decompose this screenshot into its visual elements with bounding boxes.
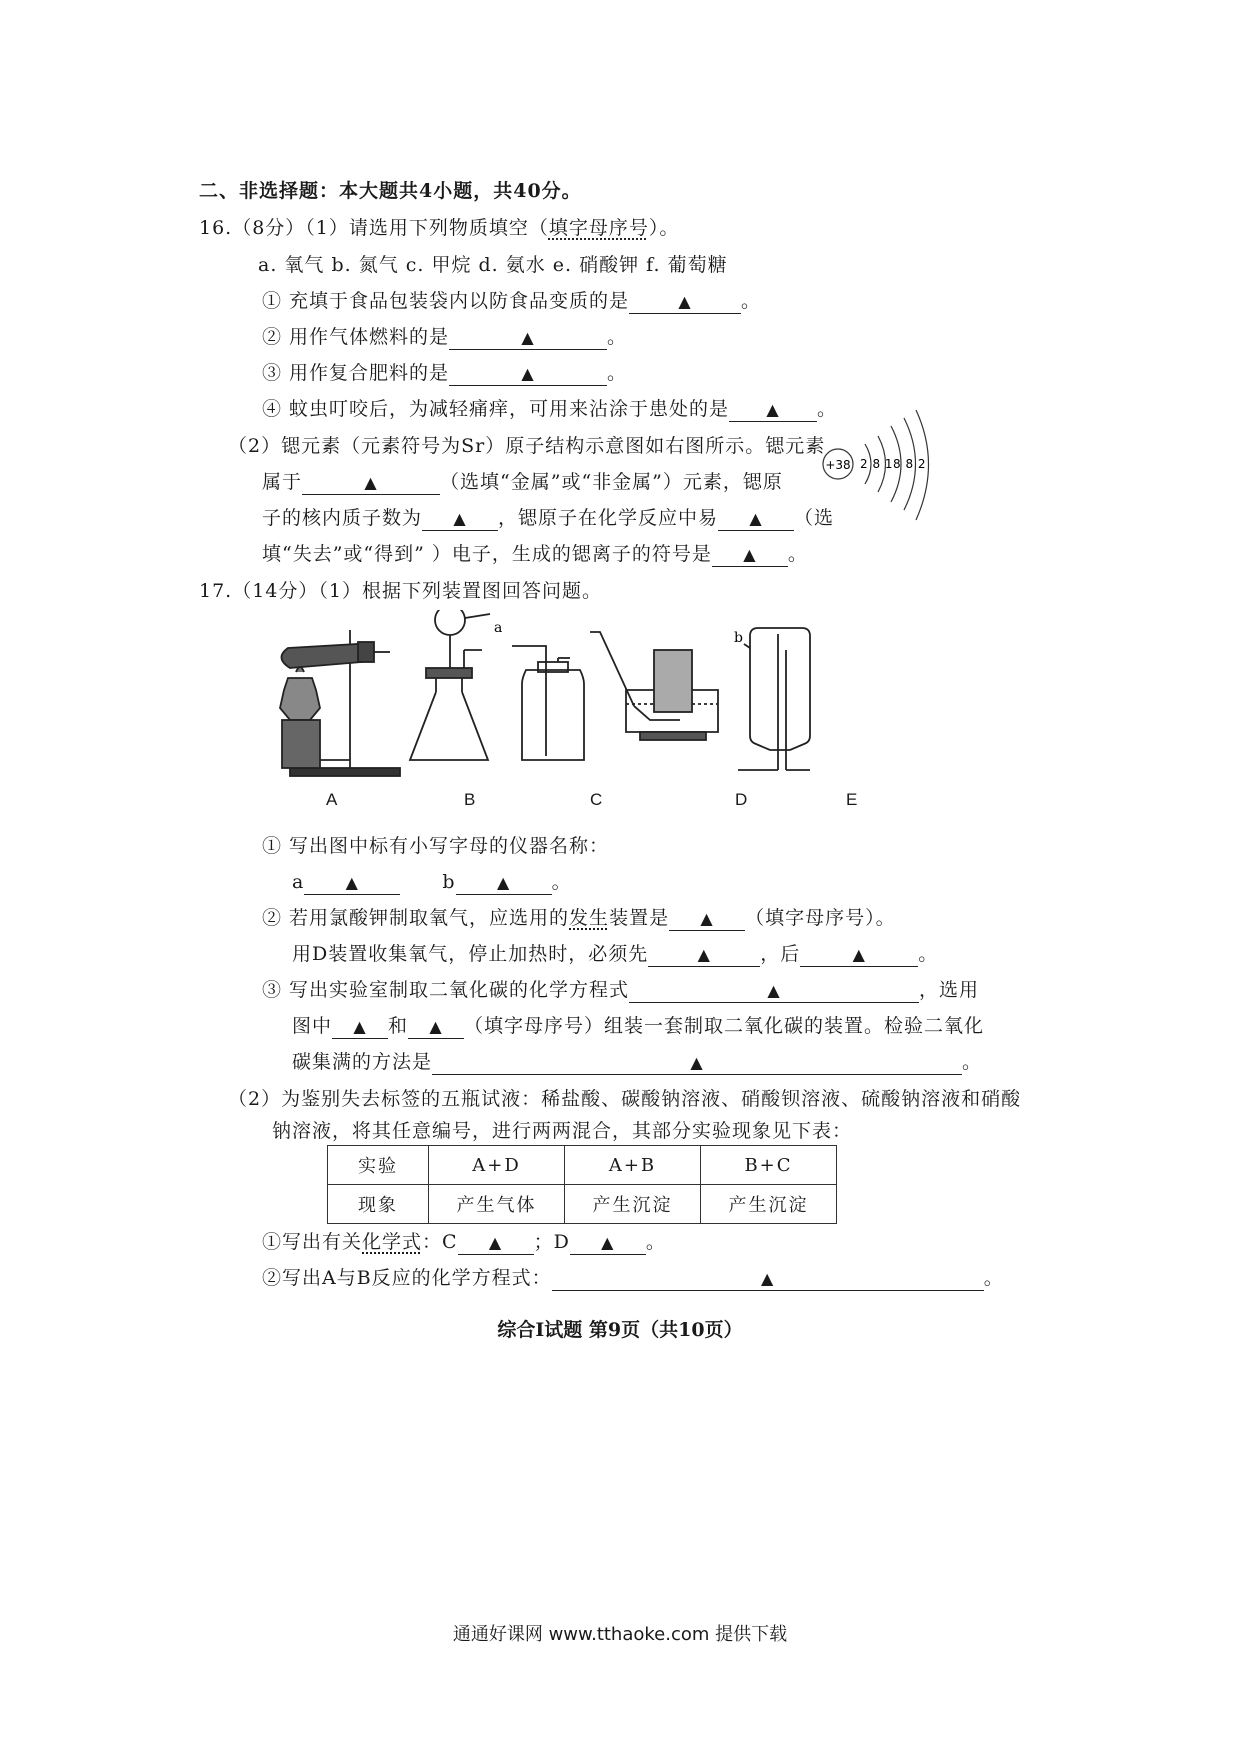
answer-blank[interactable]: ▲ bbox=[422, 508, 498, 531]
q17-part2-line2: 钠溶液，将其任意编号，进行两两混合，其部分实验现象见下表： bbox=[272, 1120, 853, 1142]
table-cell: 现象 bbox=[328, 1185, 429, 1224]
answer-blank[interactable]: ▲ bbox=[552, 1268, 984, 1291]
pointer-label-b: b bbox=[734, 630, 743, 646]
section-header: 二、非选择题：本大题共4小题，共40分。 bbox=[199, 180, 582, 202]
atom-nucleus-label: +38 bbox=[825, 458, 851, 472]
answer-blank[interactable]: ▲ bbox=[449, 363, 607, 386]
q16-item-3: ③ 用作复合肥料的是 ▲ 。 bbox=[262, 362, 628, 384]
answer-blank[interactable]: ▲ bbox=[432, 1052, 962, 1075]
table-cell: 产生沉淀 bbox=[565, 1185, 701, 1224]
answer-blank[interactable]: ▲ bbox=[669, 908, 745, 931]
answer-blank[interactable]: ▲ bbox=[648, 944, 760, 967]
q16-part2-line4: 填“失去”或“得到” ）电子，生成的锶离子的符号是 ▲ 。 bbox=[262, 543, 808, 565]
answer-blank[interactable]: ▲ bbox=[456, 872, 552, 895]
apparatus-label-e: E bbox=[846, 790, 858, 809]
apparatus-label-d: D bbox=[735, 790, 748, 809]
table-row bbox=[328, 1185, 837, 1224]
apparatus-d-water-trough bbox=[590, 632, 718, 740]
answer-blank[interactable]: ▲ bbox=[800, 944, 918, 967]
q16-part2-line1: （2）锶元素（元素符号为Sr）原子结构示意图如右图所示。锶元素 bbox=[228, 435, 826, 457]
q16-stem bbox=[199, 215, 679, 241]
answer-blank[interactable]: ▲ bbox=[718, 508, 794, 531]
apparatus-label-b: B bbox=[464, 790, 476, 809]
q16-options: a. 氧气 b. 氮气 c. 甲烷 d. 氨水 e. 硝酸钾 f. 葡萄糖 bbox=[258, 254, 728, 276]
q17-item-3: ③ 写出实验室制取二氧化碳的化学方程式 ▲ ，选用 bbox=[262, 979, 980, 1001]
answer-blank[interactable]: ▲ bbox=[629, 980, 919, 1003]
q16-stem-dotted: 填字母序号 bbox=[548, 217, 649, 239]
strontium-atom-diagram bbox=[815, 410, 940, 530]
experiment-results-table bbox=[327, 1145, 837, 1224]
answer-blank[interactable]: ▲ bbox=[729, 399, 817, 422]
q16-item-4: ④ 蚊虫叮咬后，为减轻痛痒，可用来沾涂于患处的是 ▲ 。 bbox=[262, 398, 838, 420]
q17-sub-2: ②写出A与B反应的化学方程式： ▲ 。 bbox=[262, 1267, 1004, 1289]
table-cell: A+B bbox=[565, 1146, 701, 1185]
apparatus-a-heating-setup bbox=[280, 630, 400, 776]
answer-blank[interactable]: ▲ bbox=[302, 472, 440, 495]
answer-blank[interactable]: ▲ bbox=[449, 327, 607, 350]
q16-item-2: ② 用作气体燃料的是 ▲ 。 bbox=[262, 326, 628, 348]
q16-part2-line3: 子的核内质子数为 ▲ ，锶原子在化学反应中易 ▲ （选 bbox=[262, 507, 835, 529]
table-cell: A+D bbox=[429, 1146, 565, 1185]
answer-blank[interactable]: ▲ bbox=[458, 1232, 534, 1255]
answer-blank[interactable]: ▲ bbox=[332, 1016, 388, 1039]
table-row bbox=[328, 1146, 837, 1185]
q17-item-1-answers: a ▲ b ▲ 。 bbox=[292, 871, 572, 893]
table-cell: 实验 bbox=[328, 1146, 429, 1185]
apparatus-e-inverted-bottle bbox=[738, 628, 810, 770]
q17-item-1: ① 写出图中标有小写字母的仪器名称： bbox=[262, 835, 610, 857]
q17-sub-1: ①写出有关化学式：C ▲ ；D ▲ 。 bbox=[262, 1231, 666, 1253]
answer-blank[interactable]: ▲ bbox=[629, 291, 741, 314]
q16-stem-suffix: ）。 bbox=[648, 217, 680, 239]
pointer-label-a: a bbox=[494, 620, 503, 636]
answer-blank[interactable]: ▲ bbox=[570, 1232, 646, 1255]
q16-item-3-text: ③ 用作复合肥料的是 bbox=[262, 362, 450, 384]
answer-blank[interactable]: ▲ bbox=[712, 544, 788, 567]
apparatus-label-c: C bbox=[590, 790, 603, 809]
q17-item-2: ② 若用氯酸钾制取氧气，应选用的发生装置是 ▲ （填字母序号）。 bbox=[262, 907, 896, 929]
q16-stem-prefix: 16.（8分）（1）请选用下列物质填空（ bbox=[199, 217, 549, 239]
answer-blank[interactable]: ▲ bbox=[304, 872, 400, 895]
site-footer: 通通好课网 www.tthaoke.com 提供下载 bbox=[452, 1624, 788, 1645]
q16-item-1: ① 充填于食品包装袋内以防食品变质的是 ▲ 。 bbox=[262, 290, 762, 312]
q17-item-3b: 图中 ▲ 和 ▲ （填字母序号）组装一套制取二氧化碳的装置。检验二氧化 bbox=[292, 1015, 985, 1037]
page-footer: 综合Ⅰ试题 第9页（共10页） bbox=[497, 1319, 743, 1341]
q16-item-2-text: ② 用作气体燃料的是 bbox=[262, 326, 450, 348]
q17-item-3c: 碳集满的方法是 ▲ 。 bbox=[292, 1051, 983, 1073]
table-cell: 产生气体 bbox=[429, 1185, 565, 1224]
q17-item-2b: 用D装置收集氧气，停止加热时，必须先 ▲ ，后 ▲ 。 bbox=[292, 943, 939, 965]
apparatus-b-flask-funnel bbox=[410, 610, 490, 760]
table-cell: B+C bbox=[701, 1146, 837, 1185]
atom-electron-label: 2 8 18 8 2 bbox=[860, 457, 927, 471]
answer-blank[interactable]: ▲ bbox=[408, 1016, 464, 1039]
table-cell: 产生沉淀 bbox=[701, 1185, 837, 1224]
q16-item-4-text: ④ 蚊虫叮咬后，为减轻痛痒，可用来沾涂于患处的是 bbox=[262, 398, 730, 420]
lab-apparatus-figure bbox=[250, 610, 950, 785]
apparatus-c-gas-bottle bbox=[512, 646, 584, 760]
q17-stem: 17.（14分）（1）根据下列装置图回答问题。 bbox=[199, 580, 602, 602]
apparatus-label-a: A bbox=[326, 790, 338, 809]
q16-part2-line2: 属于 ▲ （选填“金属”或“非金属”）元素，锶原 bbox=[262, 471, 783, 493]
q16-item-1-text: ① 充填于食品包装袋内以防食品变质的是 bbox=[262, 290, 630, 312]
q17-part2-line1: （2）为鉴别失去标签的五瓶试液：稀盐酸、碳酸钠溶液、硝酸钡溶液、硫酸钠溶液和硝酸 bbox=[228, 1088, 1022, 1110]
